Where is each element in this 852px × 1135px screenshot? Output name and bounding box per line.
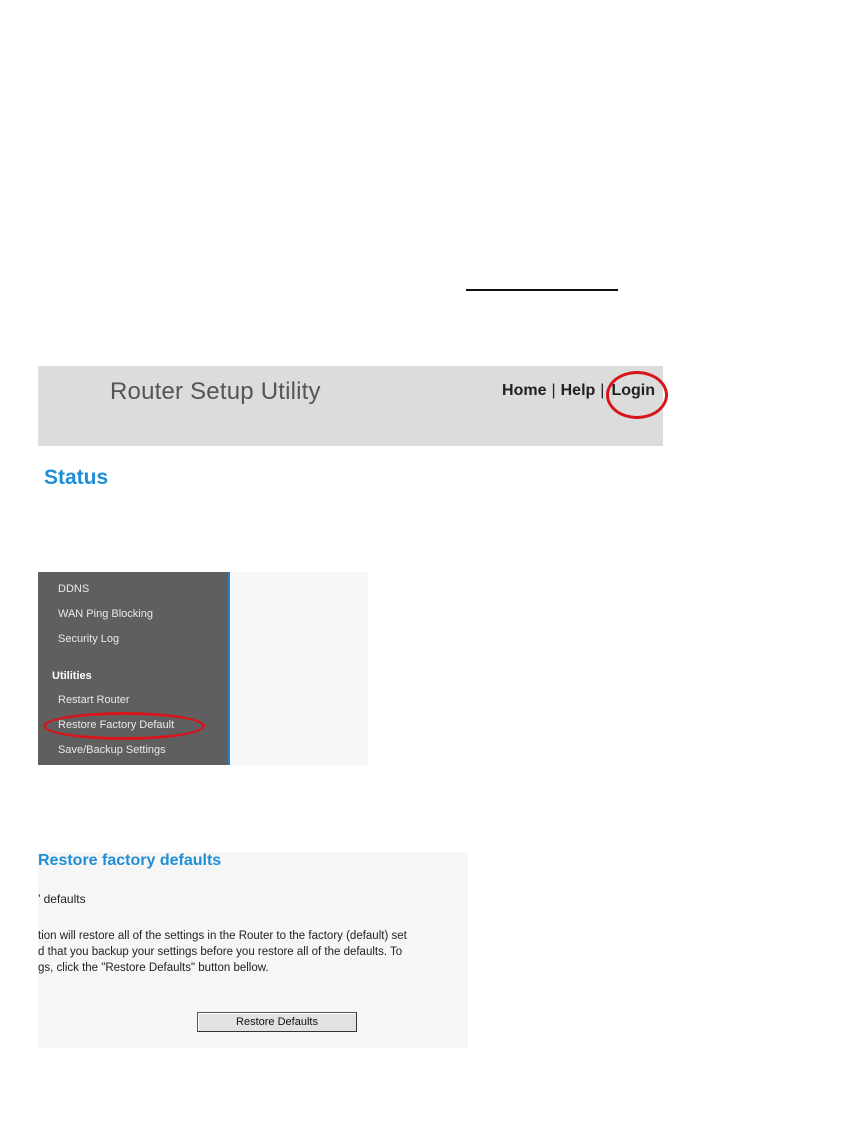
sidebar-item-restart-router[interactable]: Restart Router	[58, 694, 130, 706]
sidebar-item-ddns[interactable]: DDNS	[58, 583, 90, 595]
nav-login-link[interactable]: Login	[611, 382, 655, 399]
cut-prefix: ’	[38, 892, 44, 906]
nav-home-link[interactable]: Home	[502, 382, 547, 399]
sidebar-item-restore-factory-default[interactable]: Restore Factory Default	[58, 719, 175, 731]
description-line: d that you backup your settings before you restore all of the defaults. To	[38, 946, 403, 958]
description-line: gs, click the "Restore Defaults" button bellow.	[38, 962, 269, 974]
description-line: tion will restore all of the settings in the Router to the factory (default) set	[38, 930, 407, 942]
sidebar-item-security-log[interactable]: Security Log	[58, 633, 120, 645]
header-bar	[38, 366, 663, 446]
login-wrapper	[609, 382, 657, 400]
content-area-background	[230, 572, 368, 765]
sidebar-item-save-backup-settings[interactable]: Save/Backup Settings	[58, 744, 166, 756]
restore-defaults-button[interactable]: Restore Defaults	[197, 1012, 357, 1032]
nav-separator: |	[600, 382, 605, 399]
status-heading: Status	[44, 466, 109, 489]
nav-help-link[interactable]: Help	[560, 382, 596, 399]
sidebar-item-wan-ping-blocking[interactable]: WAN Ping Blocking	[58, 608, 153, 620]
restore-panel-title: Restore factory defaults	[38, 852, 222, 869]
app-title: Router Setup Utility	[110, 378, 321, 405]
restore-panel	[38, 852, 468, 1048]
sidebar-heading-utilities: Utilities	[52, 670, 92, 682]
nav-separator: |	[551, 382, 556, 399]
sidebar-menu	[38, 572, 230, 765]
underline-mark	[466, 289, 618, 291]
top-nav	[502, 382, 657, 400]
panel-description	[38, 928, 407, 976]
panel-subheading: ’ defaults	[38, 892, 86, 906]
